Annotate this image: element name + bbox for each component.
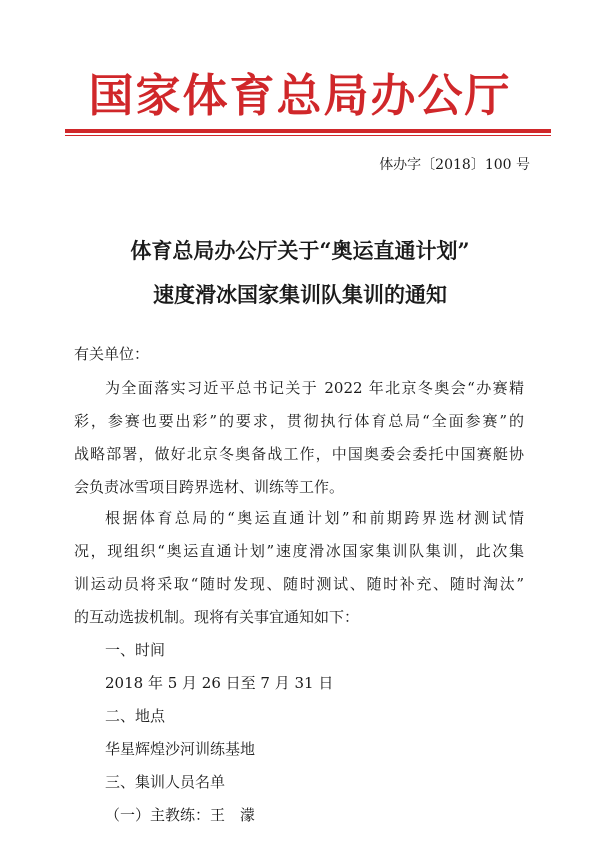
red-header-rule-thin (65, 135, 551, 136)
section-3-heading: 三、集训人员名单 (105, 773, 226, 791)
paragraph-2-line-1: 根据体育总局的“奥运直通计划”和前期跨界选材测试情 (105, 509, 524, 527)
issuing-organization-title: 国家体育总局办公厅 (88, 69, 512, 122)
red-header-rule-thick (65, 129, 551, 133)
paragraph-1-line-4: 会负责冰雪项目跨界选材、训练等工作。 (74, 478, 345, 496)
document-title-line-1: 体育总局办公厅关于“奥运直通计划” (130, 238, 470, 263)
paragraph-1-line-2: 彩，参赛也要出彩”的要求，贯彻执行体育总局“全面参赛”的 (74, 412, 524, 430)
paragraph-2-line-4: 的互动选拔机制。现将有关事宜通知如下： (74, 608, 360, 626)
salutation: 有关单位： (74, 345, 150, 363)
document-number: 体办字〔2018〕100 号 (379, 157, 530, 173)
paragraph-2-line-3: 训运动员将采取“随时发现、随时测试、随时补充、随时淘汰” (74, 575, 524, 593)
paragraph-1-line-3: 战略部署，做好北京冬奥备战工作，中国奥委会委托中国赛艇协 (74, 445, 524, 463)
section-1-content: 2018 年 5 月 26 日至 7 月 31 日 (105, 674, 334, 692)
section-1-heading: 一、时间 (105, 641, 166, 659)
section-2-heading: 二、地点 (105, 707, 166, 725)
section-2-content: 华星辉煌沙河训练基地 (105, 740, 256, 758)
paragraph-1-line-1: 为全面落实习近平总书记关于 2022 年北京冬奥会“办赛精 (105, 379, 524, 397)
document-title-line-2: 速度滑冰国家集训队集训的通知 (153, 282, 447, 307)
paragraph-2-line-2: 况，现组织“奥运直通计划”速度滑冰国家集训队集训，此次集 (74, 542, 524, 560)
section-3-content: （一）主教练：王 濛 (105, 806, 256, 824)
